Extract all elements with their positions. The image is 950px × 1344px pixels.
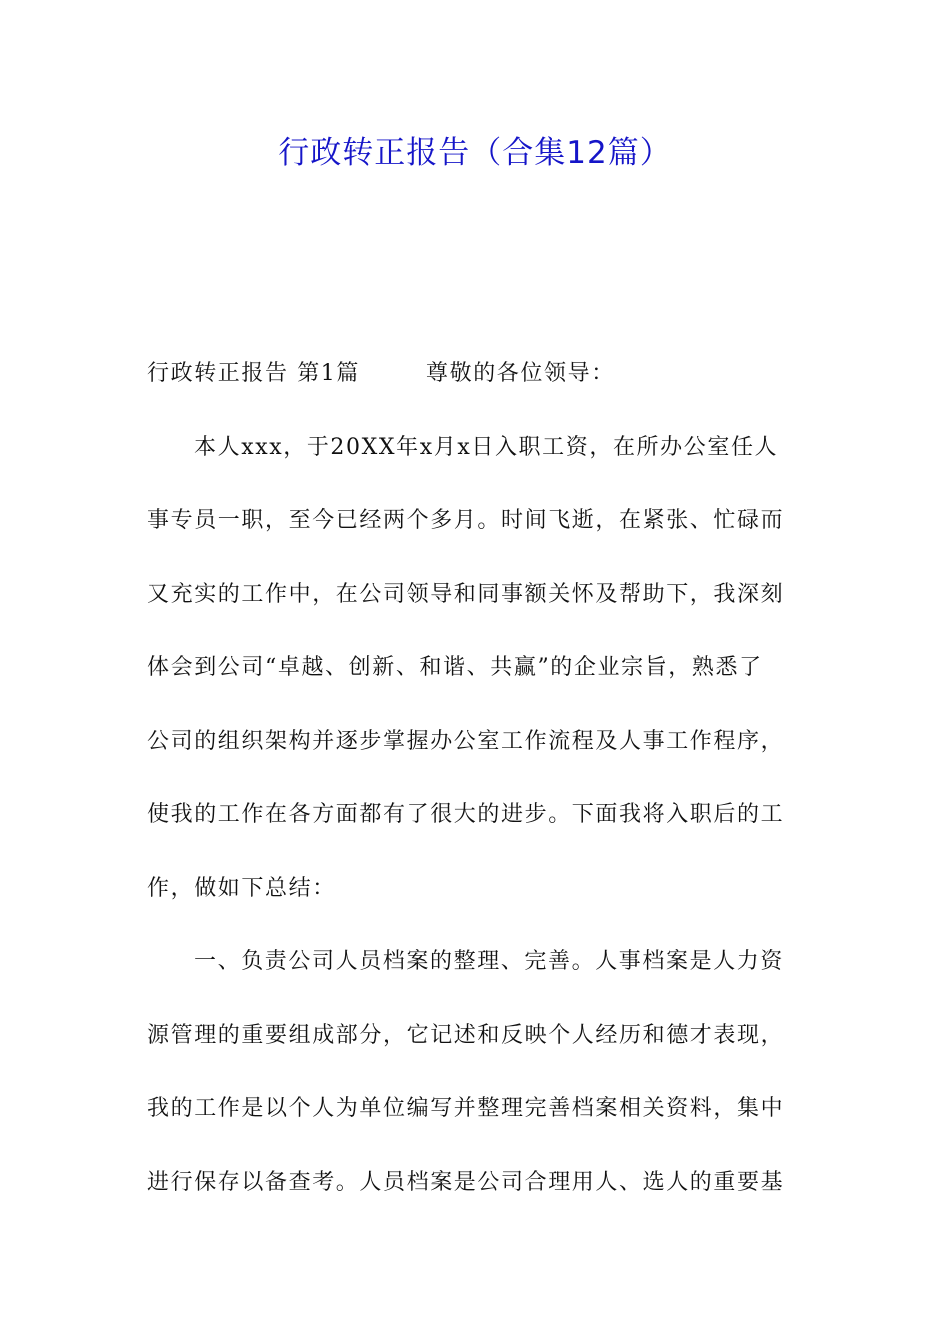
paragraph-line: 一、负责公司人员档案的整理、完善。人事档案是人力资 xyxy=(194,949,785,974)
paragraph-line: 事专员一职，至今已经两个多月。时间飞逝，在紧张、忙碌而 xyxy=(147,508,785,533)
paragraph-line: 使我的工作在各方面都有了很大的进步。下面我将入职后的工 xyxy=(147,802,785,827)
paragraph-line: 我的工作是以个人为单位编写并整理完善档案相关资料，集中 xyxy=(147,1096,785,1121)
paragraph-line: 又充实的工作中，在公司领导和同事额关怀及帮助下，我深刻 xyxy=(147,581,785,607)
paragraph-line: 本人xxx，于20XX年x月x日入职工资，在所办公室任人 xyxy=(194,434,779,460)
paragraph-line: 源管理的重要组成部分，它记述和反映个人经历和德才表现， xyxy=(147,1022,785,1048)
document-title: 行政转正报告（合集12篇） xyxy=(278,135,672,171)
salutation: 尊敬的各位领导： xyxy=(426,361,615,386)
section-heading: 行政转正报告 第1篇 xyxy=(147,361,360,386)
paragraph-line: 作，做如下总结： xyxy=(147,875,336,901)
paragraph-line: 进行保存以备查考。人员档案是公司合理用人、选人的重要基 xyxy=(147,1169,785,1195)
paragraph-line: 公司的组织架构并逐步掌握办公室工作流程及人事工作程序， xyxy=(147,728,785,754)
document-body xyxy=(147,337,807,1219)
paragraph-line: 体会到公司“卓越、创新、和谐、共赢”的企业宗旨，熟悉了 xyxy=(147,655,763,680)
heading-line xyxy=(147,337,807,411)
